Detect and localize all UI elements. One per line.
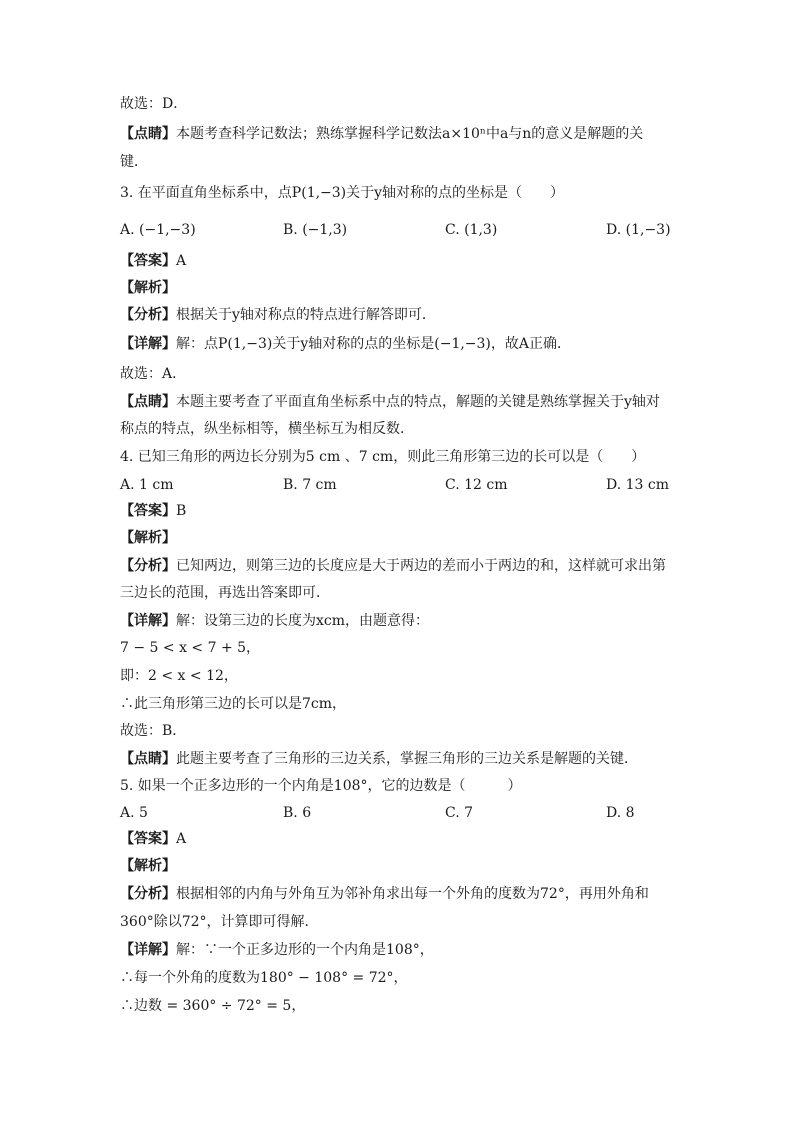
- detail-text: 解：设第三边的长度为xcm，由题意得：: [176, 613, 430, 629]
- q4-note-line: [120, 749, 638, 769]
- q5-option-d: D. 8: [606, 805, 635, 821]
- q4-math-line-2: 即：2 < x < 12，: [120, 668, 238, 684]
- analysis-text: 根据关于y轴对称点的特点进行解答即可．: [176, 307, 436, 323]
- q3-option-c: C. (1,3): [445, 222, 498, 238]
- note-tag: 【点睛】: [120, 394, 176, 410]
- q3-analysis-line: [120, 305, 436, 325]
- q3-note-line-cont: 称点的特点，纵坐标相等，横坐标互为相反数．: [120, 421, 414, 437]
- question-4: 4. 已知三角形的两边长分别为5 cm 、7 cm，则此三角形第三边的长可以是（ ）: [120, 449, 646, 465]
- q3-note-line: [120, 392, 660, 412]
- q4-choice-line: 故选：B．: [120, 723, 187, 739]
- detail-tag: 【详解】: [120, 942, 176, 958]
- analysis-text: 已知两边，则第三边的长度应是大于两边的差而小于两边的和，这样就可求出第: [176, 558, 666, 574]
- answer-tag: 【答案】: [120, 253, 176, 269]
- q4-analysis-heading: 【解析】: [120, 530, 176, 546]
- answer-choice-line: 故选：D．: [120, 96, 188, 112]
- note-line: [120, 124, 643, 144]
- q5-option-c: C. 7: [445, 805, 474, 821]
- q4-option-b: B. 7 cm: [283, 477, 337, 493]
- note-tag: 【点睛】: [120, 751, 176, 767]
- note-text: 此题主要考查了三角形的三边关系，掌握三角形的三边关系是解题的关键．: [176, 751, 638, 767]
- answer-value: A: [176, 831, 187, 847]
- q3-option-b: B. (−1,3): [283, 222, 348, 238]
- note-tag: 【点睛】: [120, 126, 176, 142]
- analysis-tag: 【分析】: [120, 886, 176, 902]
- q4-analysis-line: [120, 556, 666, 576]
- question-5: 5. 如果一个正多边形的一个内角是108°，它的边数是（ ）: [120, 778, 522, 794]
- detail-tag: 【详解】: [120, 613, 176, 629]
- answer-value: A: [176, 253, 187, 269]
- q4-math-line-1: 7 − 5 < x < 7 + 5，: [120, 640, 261, 656]
- q4-option-a: A. 1 cm: [120, 477, 174, 493]
- answer-tag: 【答案】: [120, 831, 176, 847]
- q4-option-c: C. 12 cm: [445, 477, 508, 493]
- q5-analysis-line: [120, 884, 649, 904]
- q3-analysis-heading: 【解析】: [120, 280, 176, 296]
- q3-choice-line: 故选：A．: [120, 366, 187, 382]
- q4-analysis-line-cont: 三边长的范围，再选出答案即可．: [120, 585, 330, 601]
- detail-tag: 【详解】: [120, 336, 176, 352]
- q5-analysis-line-cont: 360°除以72°，计算即可得解．: [120, 914, 319, 930]
- note-text: 本题考查科学记数法；熟练掌握科学记数法a×10ⁿ中a与n的意义是解题的关: [176, 126, 644, 142]
- detail-text: 解：∵一个正多边形的一个内角是108°，: [176, 942, 434, 958]
- q5-analysis-heading: 【解析】: [120, 858, 176, 874]
- note-line-cont: 键．: [120, 154, 148, 170]
- q5-option-a: A. 5: [120, 805, 148, 821]
- detail-text: 解：点P(1,−3)关于y轴对称的点的坐标是(−1,−3)，故A正确．: [176, 336, 572, 352]
- q3-option-a: A. (−1,−3): [120, 222, 196, 238]
- q3-option-d: D. (1,−3): [606, 222, 671, 238]
- q4-option-d: D. 13 cm: [606, 477, 670, 493]
- note-text: 本题主要考查了平面直角坐标系中点的特点，解题的关键是熟练掌握关于y轴对: [176, 394, 660, 410]
- question-3: 3. 在平面直角坐标系中，点P(1,−3)关于y轴对称的点的坐标是（ ）: [120, 185, 565, 201]
- analysis-tag: 【分析】: [120, 558, 176, 574]
- q4-answer-line: [120, 501, 186, 521]
- q5-option-b: B. 6: [283, 805, 312, 821]
- analysis-text: 根据相邻的内角与外角互为邻补角求出每一个外角的度数为72°，再用外角和: [176, 886, 649, 902]
- q4-math-line-3: ∴此三角形第三边的长可以是7cm，: [120, 696, 347, 712]
- answer-tag: 【答案】: [120, 503, 176, 519]
- analysis-tag: 【分析】: [120, 307, 176, 323]
- q3-answer-line: [120, 251, 186, 271]
- q5-answer-line: [120, 829, 186, 849]
- q3-detail-line: [120, 334, 571, 354]
- q4-detail-line: [120, 611, 429, 631]
- q5-math-line-2: ∴边数 = 360° ÷ 72° = 5，: [120, 998, 306, 1014]
- q5-math-line-1: ∴每一个外角的度数为180° − 108° = 72°，: [120, 970, 408, 986]
- q5-detail-line: [120, 940, 434, 960]
- answer-value: B: [176, 503, 187, 519]
